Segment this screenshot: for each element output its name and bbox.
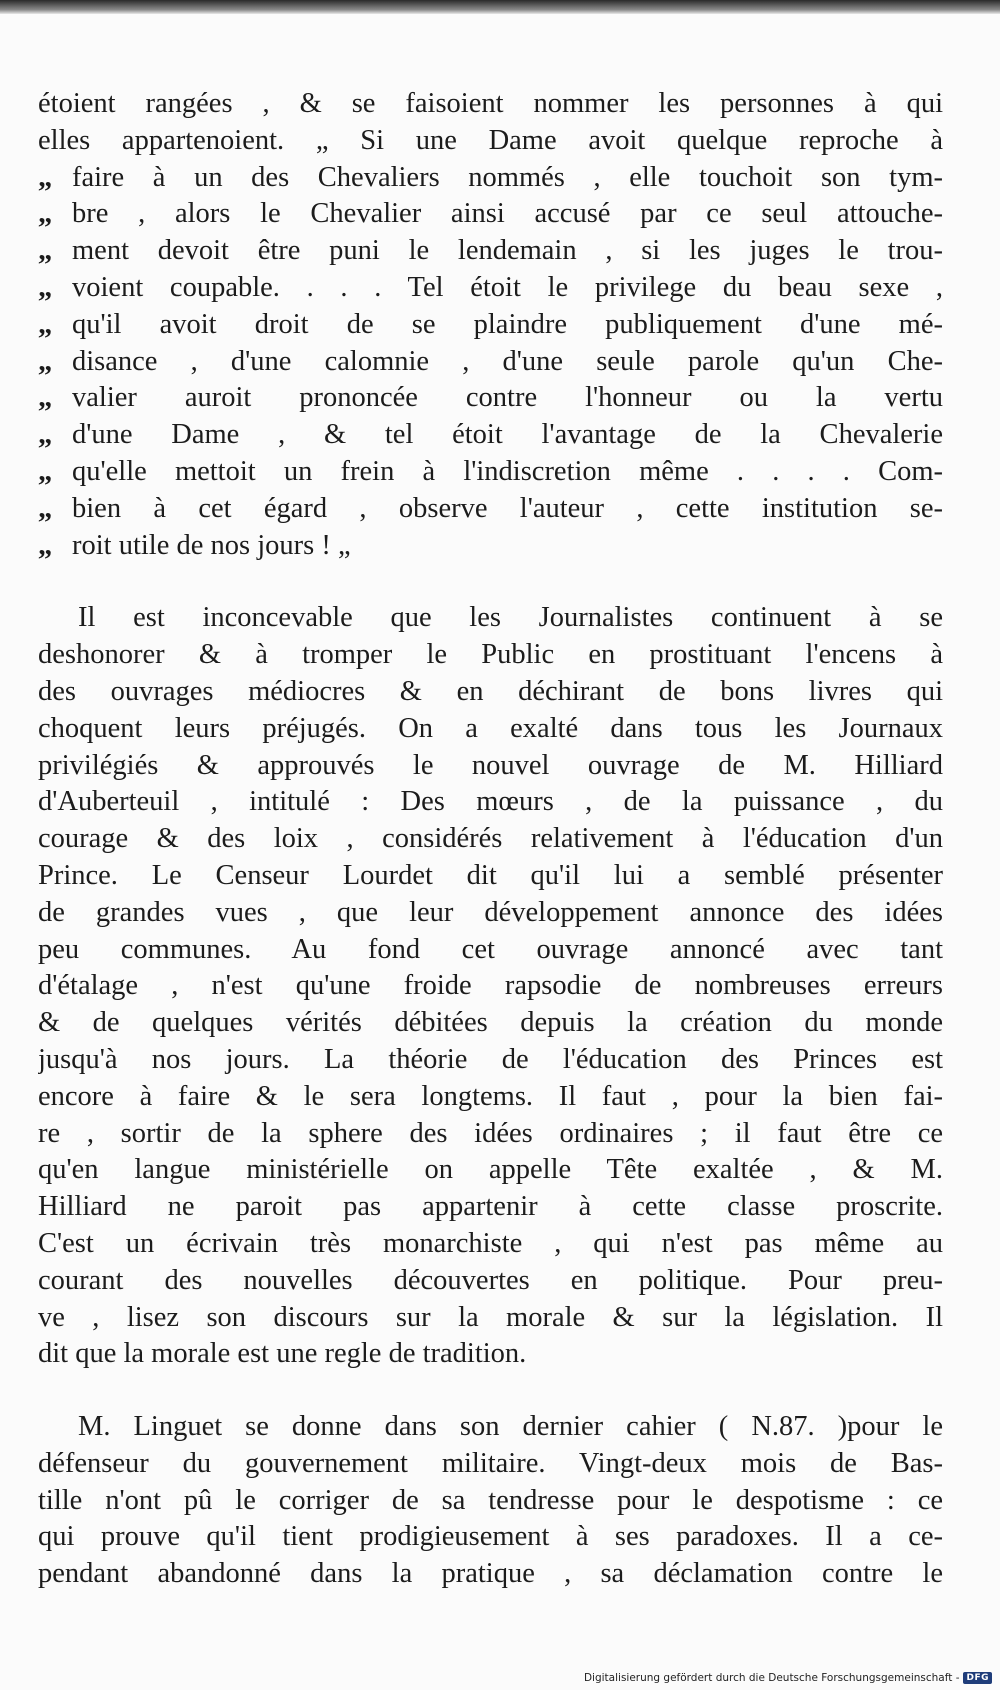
quote-mark: „ — [38, 308, 51, 340]
text-line: C'est un écrivain très monarchiste , qui n'est pas même au — [38, 1227, 943, 1259]
paragraph-gap — [38, 564, 943, 600]
text-line-quoted: „ valier auroit prononcée contre l'honneur ou la vertu — [38, 380, 943, 417]
text-line-quoted: „ ment devoit être puni le lendemain , si les juges le trou- — [38, 233, 943, 270]
text-line-quoted: „ bre , alors le Chevalier ainsi accusé par ce seul attouche- — [38, 196, 943, 233]
text-line: des ouvrages médiocres & en déchirant de bons livres qui — [38, 675, 943, 707]
scan-top-edge — [0, 0, 1000, 14]
quote-mark: „ — [38, 161, 51, 193]
text-line: d'étalage , n'est qu'une froide rapsodie de nombreuses erreurs — [38, 970, 943, 1002]
text-line-quoted: „ voient coupable. . . . Tel étoit le privilege du beau sexe , — [38, 270, 943, 307]
text-line: encore à faire & le sera longtems. Il faut , pour la bien fai- — [38, 1080, 943, 1112]
text-line-quoted: „ qu'elle mettoit un frein à l'indiscretion même . . . . Com- — [38, 454, 943, 491]
text-line: courage & des loix , considérés relativement à l'éducation d'un — [38, 823, 943, 855]
text-line-quoted: „ roit utile de nos jours ! „ — [38, 528, 943, 565]
text-line: elles appartenoient. „ Si une Dame avoit quelque reproche à — [38, 124, 943, 156]
quote-mark: „ — [38, 271, 51, 303]
text-line: & de quelques vérités débitées depuis la création du monde — [38, 1007, 943, 1039]
text-line: pendant abandonné dans la pratique , sa déclamation contre le — [38, 1558, 943, 1590]
text-line-quoted: „ faire à un des Chevaliers nommés , elle touchoit son tym- — [38, 160, 943, 197]
credit-text: Digitalisierung gefördert durch die Deutsche Forschungsgemeinschaft - — [583, 1672, 960, 1684]
text-line: courant des nouvelles découvertes en politique. Pour preu- — [38, 1264, 943, 1296]
book-page — [0, 14, 1000, 1690]
text-line-quoted: „ qu'il avoit droit de se plaindre publiquement d'une mé- — [38, 307, 943, 344]
text-line: Il est inconcevable que les Journalistes continuent à se — [78, 602, 943, 634]
text-line: qui prouve qu'il tient prodigieusement à ses paradoxes. Il a ce- — [38, 1521, 943, 1553]
digitization-credit — [584, 1672, 992, 1684]
quote-mark: „ — [38, 455, 51, 487]
text-line: étoient rangées , & se faisoient nommer les personnes à qui — [38, 88, 943, 119]
text-line: d'Auberteuil , intitulé : Des mœurs , de la puissance , du — [38, 786, 943, 818]
text-line: deshonorer & à tromper le Public en prostituant l'encens à — [38, 639, 943, 671]
text-line: Prince. Le Censeur Lourdet dit qu'il lui a semblé présenter — [38, 859, 943, 891]
quote-mark: „ — [38, 529, 51, 561]
text-line: dit que la morale est une regle de tradition. — [38, 1338, 527, 1370]
text-line: de grandes vues , que leur développement annonce des idées — [38, 896, 943, 928]
quote-mark: „ — [38, 382, 51, 414]
text-line: jusqu'à nos jours. La théorie de l'éducation des Princes est — [38, 1043, 943, 1075]
text-line: défenseur du gouvernement militaire. Vingt-deux mois de Bas- — [38, 1447, 943, 1479]
text-line-quoted: „ bien à cet égard , observe l'auteur , cette institution se- — [38, 491, 943, 528]
text-line: privilégiés & approuvés le nouvel ouvrage de M. Hilliard — [38, 749, 943, 781]
quote-mark: „ — [38, 492, 51, 524]
page-text — [38, 86, 943, 1593]
quote-mark: „ — [38, 198, 51, 230]
text-line: ve , lisez son discours sur la morale & sur la législation. Il — [38, 1301, 943, 1333]
quote-mark: „ — [38, 345, 51, 377]
text-line: Hilliard ne paroit pas appartenir à cette classe proscrite. — [38, 1191, 943, 1223]
quote-mark: „ — [38, 419, 51, 451]
text-line: choquent leurs préjugés. On a exalté dans tous les Journaux — [38, 712, 943, 744]
text-line: peu communes. Au fond cet ouvrage annoncé avec tant — [38, 933, 943, 965]
quote-mark: „ — [38, 235, 51, 267]
text-line-quoted: „ d'une Dame , & tel étoit l'avantage de la Chevalerie — [38, 417, 943, 454]
paragraph-gap — [38, 1373, 943, 1409]
text-line: M. Linguet se donne dans son dernier cahier ( N.87. )pour le — [78, 1411, 943, 1443]
text-line: tille n'ont pû le corriger de sa tendresse pour le despotisme : ce — [38, 1484, 943, 1516]
text-line-quoted: „ disance , d'une calomnie , d'une seule parole qu'un Che- — [38, 344, 943, 381]
text-line: re , sortir de la sphere des idées ordinaires ; il faut être ce — [38, 1117, 943, 1149]
dfg-logo: DFG — [963, 1672, 992, 1684]
text-line: qu'en langue ministérielle on appelle Tête exaltée , & M. — [38, 1154, 943, 1186]
